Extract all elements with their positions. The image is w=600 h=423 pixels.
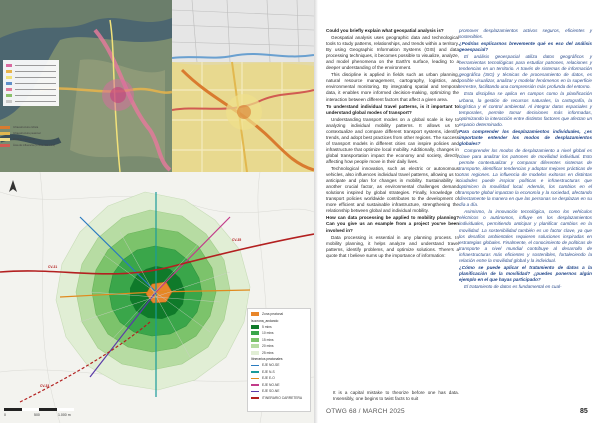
- legend-label: 20 mins: [262, 344, 274, 349]
- legend-label: 25 mins: [262, 350, 274, 355]
- legend-label: 10 mins: [262, 331, 274, 336]
- legend-label: 5 mins: [262, 324, 272, 329]
- interview-question: How can data processing be applied to mobility planning? Can you give us an example from a project you've been involved in?: [326, 215, 459, 233]
- legend-label: Zona de transporte: [13, 138, 35, 141]
- legend-item-path: [251, 395, 307, 402]
- interview-paragraph: Geospatial analysis uses geographic data and technological tools to study patterns, relationships, and trends within a territory. By using Geographic Information Systems (GIS) and data processing techniques, it becomes possible to visualize, analyze, and model phenomena on the Earth's surface, leading to a deeper understanding of the environment.: [326, 35, 459, 71]
- legend-swatch: [251, 338, 259, 342]
- interview-question: ¿Podrías explicarnos brevemente qué es eso del análisis geoespacial?: [459, 41, 592, 53]
- road-label: CV-35: [232, 238, 242, 242]
- road-label: CV-33: [40, 384, 50, 388]
- scale-label: 1.000 m: [58, 413, 71, 417]
- page-number-wrap: [580, 400, 588, 414]
- interview-paragraph: Esta disciplina se aplica en campos como la planificación urbana, la gestión de recursos naturales, la cartografía, la logística y el control ambiental. Al integrar datos espaciales y temporales, permite tomar decisiones más informadas, optimizando la interacción entre distintos factores que afectan un espacio determinado.: [459, 91, 592, 127]
- road-label: CV-31: [48, 265, 58, 269]
- legend-swatch: [251, 351, 259, 355]
- legend-section-header: Itinerarios peatonales: [251, 357, 283, 361]
- spanish-column: [459, 28, 592, 291]
- legend-label: EJE E-O: [262, 376, 275, 381]
- legend-label: Zona peatonal: [262, 312, 284, 317]
- interview-paragraph: El análisis geoespacial utiliza datos geográficos y herramientas tecnológicas para estudiar patrones, relaciones y tendencias en un territorio. A través de sistemas de información geográfica (SIG) y técnicas de procesamiento de datos, es posible visualizar, analizar y modelar fenómenos en la superficie terrestre, facilitando una comprensión más profunda del entorno.: [459, 54, 592, 90]
- interview-paragraph: promover desplazamientos activos seguros, eficientes y sostenibles.: [459, 28, 592, 40]
- page-gutter: [314, 0, 318, 423]
- legend-swatch: [0, 126, 10, 129]
- interview-paragraph: This discipline is applied in fields such as urban planning, natural resource management, cartography, logistics, and environmental monitoring. By integrating spatial and temporal data, it enables more informed decision-making, optimizing the interaction between different factors that affect a given area.: [326, 72, 459, 102]
- legend-swatch: [251, 344, 259, 348]
- scale-label: 500: [34, 413, 40, 417]
- legend-label: ITINERARIO CARRETERA: [262, 395, 303, 400]
- legend-swatch: [251, 325, 259, 329]
- legend-label: EJE NO-SE: [262, 363, 280, 368]
- interview-question: To understand individual travel patterns, is it important to understand global modes of transport?: [326, 103, 459, 115]
- isochrone-legend: [247, 308, 311, 412]
- legend-mid-item: [0, 125, 80, 130]
- legend-line: [251, 378, 259, 380]
- legend-swatch: [251, 331, 259, 335]
- legend-label: 15 mins: [262, 337, 274, 342]
- legend-section-header: Isocrona_andando: [251, 318, 279, 323]
- network-map-legend: [0, 125, 80, 149]
- legend-line: [251, 391, 259, 393]
- urban-network-map-graphic: [172, 0, 314, 172]
- issue-label: OTWG 68 / MARCH 2025: [326, 408, 405, 415]
- interview-question: ¿Cómo se puede aplicar el tratamiento de datos a la planificación de la movilidad? ¿puedes ponernos algún ejemplo en el que hayas participado?: [459, 264, 592, 282]
- legend-label: EJE NO-NE: [262, 382, 280, 387]
- legend-line: [251, 371, 259, 373]
- legend-swatch: [251, 312, 259, 316]
- legend-label: EJE SO-NE: [262, 389, 280, 394]
- scale-bar: [4, 408, 74, 420]
- interview-paragraph: El tratamiento de datos es fundamental en cual-: [464, 283, 562, 289]
- magazine-footer: [326, 400, 405, 414]
- legend-label: EJE N-S: [262, 369, 275, 374]
- interview-paragraph: Technological innovation, such as electric or autonomous vehicles, also influences individual travel patterns, allowing us to anticipate and plan for changes in mobility. Sustainability is another crucial factor, as environmental challenges demand solutions inspired by global strategies. Finally, knowledge of transport policies worldwide contributes to the development of more efficient and sustainable infrastructure, strengthening the relationship between global and individual mobility.: [326, 166, 459, 214]
- legend-mid-item: [0, 131, 80, 136]
- english-column: [326, 28, 459, 260]
- interview-paragraph: Data processing is essential in any planning process. In mobility planning, it helps analyze and understand travel patterns, identify problems, and optimize solutions. There's a quote that I believe sums up the importance of information:: [326, 234, 459, 258]
- interview-paragraph: Understanding transport modes on a global scale is key to analyzing individual mobility patterns. It allows us to contextualize and compare different transport systems, identify trends, and adopt best practices from other regions. The success of transport models in different cities can inspire policies and infrastructure that optimize local mobility. Additionally, changes in global transportation impact the economy and society, directly affecting how people move in their daily lives.: [326, 116, 459, 164]
- legend-line: [251, 384, 259, 386]
- legend-swatch: [0, 138, 10, 141]
- north-arrow-icon: [8, 180, 18, 194]
- urban-network-map: [172, 0, 314, 172]
- interview-paragraph: Comprender los modos de desplazamiento a nivel global es clave para analizar los patrones de movilidad individual. Esto permite contextualizar y comparar diferentes sistemas de transporte, identificar tendencias y adoptar mejores prácticas de otras regiones. La influencia de modelos exitosos en distintas ciudades puede inspirar políticas e infraestructuras que optimicen la movilidad local. Además, los cambios en el transporte global impactan la economía y la sociedad, afectando directamente la manera en que las personas se desplazan en su día a día.: [459, 147, 592, 208]
- legend-line: [251, 397, 259, 399]
- legend-swatch: [0, 132, 10, 135]
- legend-label: Área de influencia (5 mins / 10 mins): [13, 144, 56, 147]
- legend-swatch: [0, 144, 10, 147]
- interview-question: Could you briefly explain what geospatial analysis is?: [326, 28, 444, 33]
- legend-mid-item: [0, 137, 80, 142]
- scale-bar-graphic: [4, 408, 74, 411]
- legend-mid-item: [0, 143, 80, 148]
- quote-block: It is a capital mistake to theorize before one has data. Insensibly, one begins to twist facts to suit: [333, 390, 459, 402]
- scale-label: 0: [4, 413, 6, 417]
- interview-question: Para comprender los desplazamientos individuales, ¿es importante entender los modos de desplazamientos globales?: [459, 128, 592, 146]
- page-number: 85: [580, 408, 588, 415]
- legend-label: Infraestructura ciclista: [13, 126, 39, 129]
- legend-label: Infraestructura peatonal: [13, 132, 41, 135]
- interview-paragraph: Asimismo, la innovación tecnológica, como los vehículos eléctricos o autónomos, influye en los desplazamientos individuales, permitiendo anticipar y planificar cambios en la movilidad. La sostenibilidad también es un factor clave, ya que los desafíos ambientales requieren soluciones inspiradas en estrategias globales. Finalmente, el conocimiento de políticas de transporte a nivel mundial contribuye al desarrollo de infraestructuras más eficientes y sostenibles, fortaleciendo la relación entre la movilidad global y la individual.: [459, 209, 592, 263]
- legend-line: [251, 365, 259, 367]
- satellite-map-legend: [3, 60, 59, 106]
